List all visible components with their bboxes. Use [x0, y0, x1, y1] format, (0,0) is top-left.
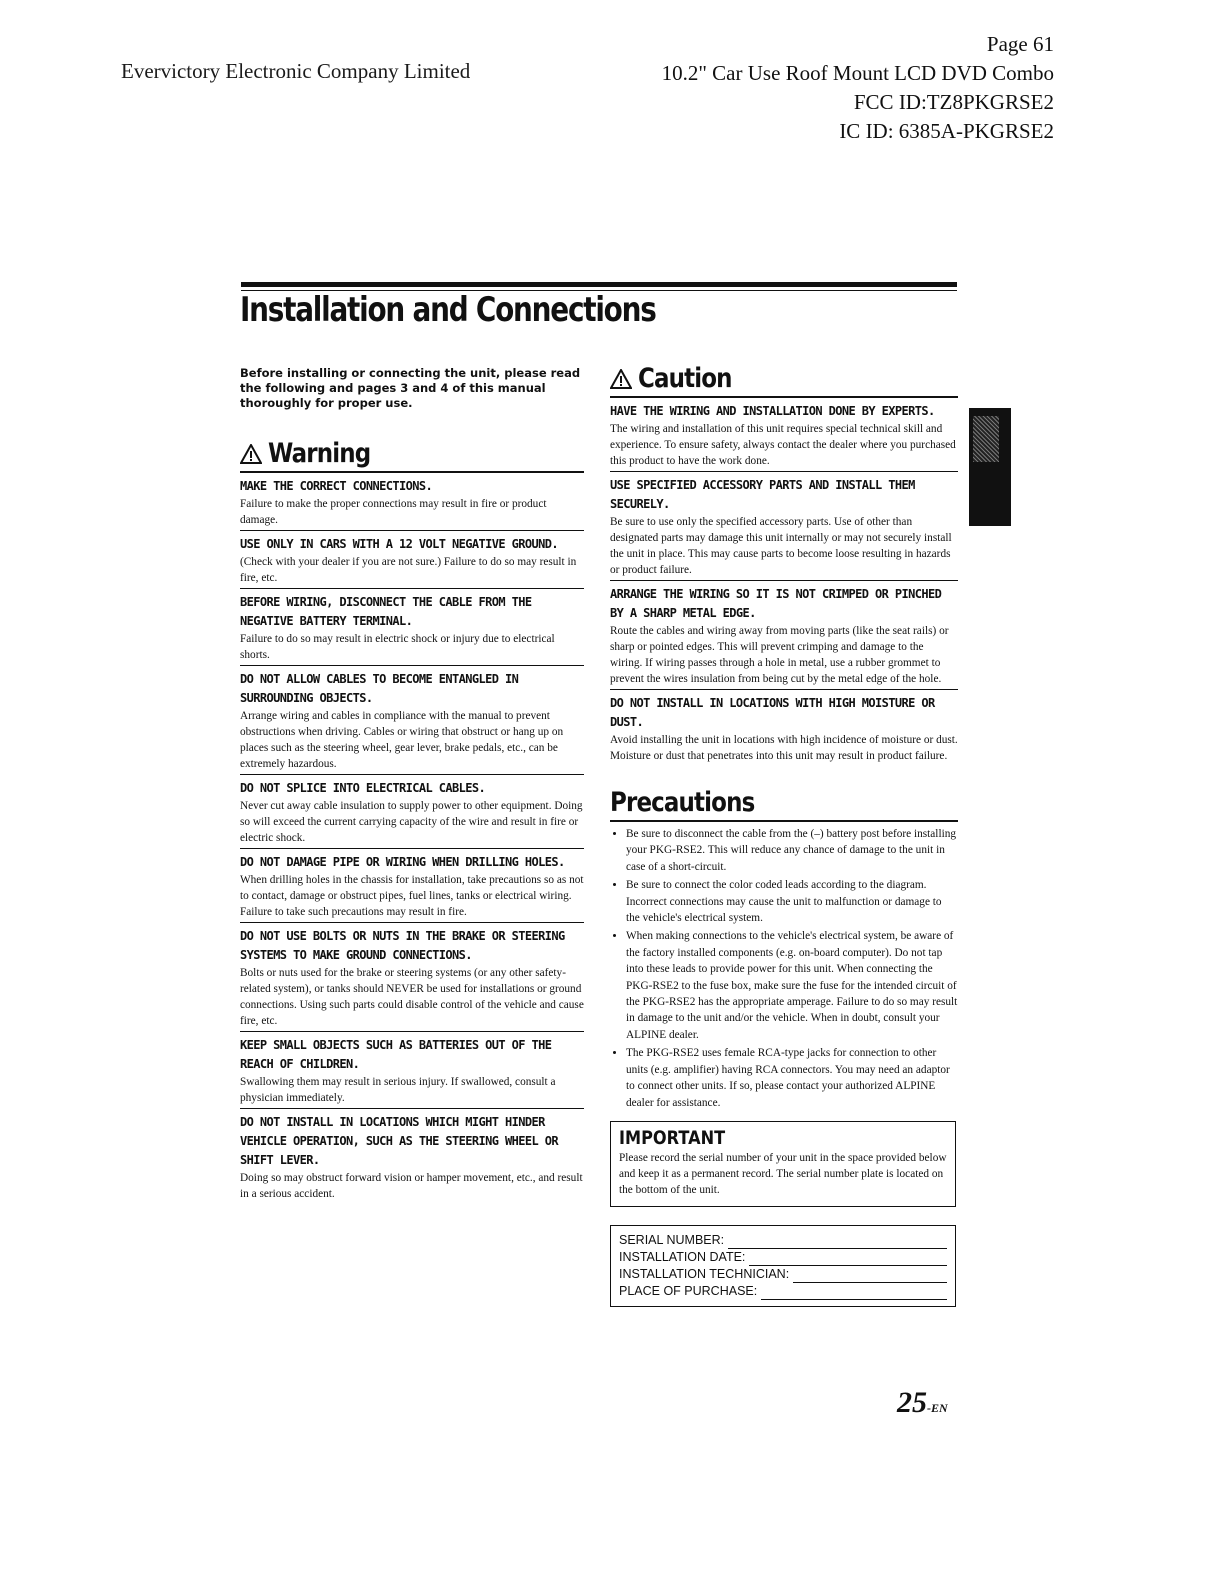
precaution-item: • Be sure to connect the color coded leads according to the diagram. Incorrect connections may cause the unit to malfunction or damage to the vehicle's electrical system.: [626, 877, 958, 926]
caution-item-body: The wiring and installation of this unit requires special technical skill and experience. To ensure safety, always contact the dealer where you purchased this product to have the work done.: [610, 423, 956, 467]
important-heading: IMPORTANT: [619, 1126, 726, 1149]
caution-item-body: Be sure to use only the specified accessory parts. Use of other than designated parts may damage this unit internally or may not securely install the unit in place. This may cause parts to become loose resulting in hazards or product failure.: [610, 516, 952, 576]
warning-item-head: KEEP SMALL OBJECTS SUCH AS BATTERIES OUT OF THE REACH OF CHILDREN.: [240, 1038, 552, 1071]
date-line: [749, 1253, 947, 1266]
caution-item-head: HAVE THE WIRING AND INSTALLATION DONE BY EXPERTS.: [610, 404, 935, 418]
header-right: [662, 30, 1054, 146]
precaution-item: • Be sure to disconnect the cable from the (–) battery post before installing your PKG-RSE2. This will reduce any chance of damage to the unit in case of a short-circuit.: [626, 826, 958, 875]
caution-item: [610, 476, 958, 581]
technician-line: [793, 1270, 947, 1283]
right-column: [610, 364, 958, 1307]
record-box: [610, 1225, 956, 1307]
place-row: [619, 1283, 947, 1300]
caution-list: [610, 402, 958, 766]
ic-id: IC ID: 6385A-PKGRSE2: [839, 119, 1054, 143]
date-label: INSTALLATION DATE:: [619, 1249, 746, 1264]
warning-heading: [240, 439, 584, 473]
caution-triangle-icon: [610, 369, 632, 389]
warning-item: [240, 853, 584, 923]
caution-item-head: ARRANGE THE WIRING SO IT IS NOT CRIMPED OR PINCHED BY A SHARP METAL EDGE.: [610, 587, 942, 620]
warning-item-body: Failure to do so may result in electric shock or injury due to electrical shorts.: [240, 633, 555, 661]
warning-item: [240, 779, 584, 849]
warning-item-body: Arrange wiring and cables in compliance with the manual to prevent obstructions when driving. Cables or wiring that obstruct or hang up on places such as the steering wheel, gear lever, brake pedals, etc., can be extremely hazardous.: [240, 710, 564, 770]
warning-item-body: Doing so may obstruct forward vision or hamper movement, etc., and result in a serious accident.: [240, 1172, 583, 1200]
page-label: Page 61: [986, 32, 1054, 56]
caution-item-body: Route the cables and wiring away from moving parts (like the seat rails) or sharp or pointed edges. This will prevent crimping and damage to the wiring. If wiring passes through a hole in metal, use a rubber grommet to prevent the wires insulation from being cut by the metal edge of the hole.: [610, 625, 949, 685]
warning-item-head: DO NOT SPLICE INTO ELECTRICAL CABLES.: [240, 781, 486, 795]
precautions-heading: [610, 788, 958, 822]
caution-item: [610, 585, 958, 690]
precautions-heading-text: Precautions: [610, 787, 755, 818]
warning-item: [240, 670, 584, 775]
page-title: Installation and Connections: [240, 290, 656, 330]
technician-label: INSTALLATION TECHNICIAN:: [619, 1266, 790, 1281]
warning-item-body: Bolts or nuts used for the brake or steering systems (or any other safety-related system), or tanks should NEVER be used for installations or ground connections. Using such parts could disable control of the vehicle and cause fire, etc.: [240, 967, 584, 1027]
caution-item-body: Avoid installing the unit in locations with high incidence of moisture or dust. Moisture or dust that penetrates into this unit may result in product failure.: [610, 734, 958, 762]
warning-item-body: Failure to make the proper connections may result in fire or product damage.: [240, 498, 547, 526]
page-number-suffix: -EN: [927, 1401, 948, 1415]
warning-item: [240, 477, 584, 531]
company-name: Evervictory Electronic Company Limited: [121, 59, 471, 83]
product-name: 10.2" Car Use Roof Mount LCD DVD Combo: [661, 61, 1054, 85]
warning-item-body: (Check with your dealer if you are not sure.) Failure to do so may result in fire, etc.: [240, 556, 577, 584]
warning-triangle-icon: [240, 444, 262, 464]
warning-item-head: DO NOT INSTALL IN LOCATIONS WHICH MIGHT HINDER VEHICLE OPERATION, SUCH AS THE STEERING WHEEL OR SHIFT LEVER.: [240, 1115, 558, 1167]
caution-heading: [610, 364, 958, 398]
warning-item-body: When drilling holes in the chassis for installation, take precautions so as not to contact, damage or obstruct pipes, fuel lines, tanks or electrical wiring. Failure to take such precautions may result in fire.: [240, 874, 584, 918]
important-box: [610, 1121, 956, 1207]
important-body: Please record the serial number of your unit in the space provided below and keep it as a permanent record. The serial number plate is located on the bottom of the unit.: [619, 1151, 947, 1196]
caution-item-head: DO NOT INSTALL IN LOCATIONS WITH HIGH MOISTURE OR DUST.: [610, 696, 935, 729]
place-label: PLACE OF PURCHASE:: [619, 1283, 758, 1298]
warning-item-head: DO NOT USE BOLTS OR NUTS IN THE BRAKE OR STEERING SYSTEMS TO MAKE GROUND CONNECTIONS.: [240, 929, 565, 962]
precautions-list: [610, 826, 958, 1111]
intro-text: Before installing or connecting the unit, please read the following and pages 3 and 4 of this manual thoroughly for proper use.: [240, 366, 581, 410]
warning-item: [240, 1036, 584, 1109]
warning-item: [240, 1113, 584, 1204]
warning-item-head: USE ONLY IN CARS WITH A 12 VOLT NEGATIVE GROUND.: [240, 537, 558, 551]
caution-heading-text: Caution: [638, 363, 732, 394]
caution-item: [610, 402, 958, 472]
warning-item-head: BEFORE WIRING, DISCONNECT THE CABLE FROM THE NEGATIVE BATTERY TERMINAL.: [240, 595, 532, 628]
precaution-item: • The PKG-RSE2 uses female RCA-type jacks for connection to other units (e.g. amplifier) having RCA connectors. You may need an adaptor to connect other units. If so, please contact your authorized ALPINE dealer for assistance.: [626, 1045, 958, 1111]
warning-list: [240, 477, 584, 1204]
warning-item: [240, 927, 584, 1032]
warning-item-body: Swallowing them may result in serious injury. If swallowed, consult a physician immediately.: [240, 1076, 556, 1104]
warning-item-head: MAKE THE CORRECT CONNECTIONS.: [240, 479, 433, 493]
caution-item-head: USE SPECIFIED ACCESSORY PARTS AND INSTALL THEM SECURELY.: [610, 478, 915, 511]
serial-row: [619, 1232, 947, 1249]
warning-item-head: DO NOT DAMAGE PIPE OR WIRING WHEN DRILLING HOLES.: [240, 855, 565, 869]
place-line: [761, 1287, 947, 1300]
section-tab-shade: [973, 416, 999, 462]
page-number-value: 25: [897, 1386, 927, 1419]
page-number: [897, 1386, 948, 1420]
warning-item: [240, 535, 584, 589]
precaution-item: • When making connections to the vehicle's electrical system, be aware of the factory installed components (e.g. on-board computer). Do not tap into these leads to provide power for this unit. When connecting the PKG-RSE2 to the fuse box, make sure the fuse for the intended circuit of the PKG-RSE2 has the appropriate amperage. Failure to do so may result in damage to the unit and/or the vehicle. When in doubt, consult your ALPINE dealer.: [626, 928, 958, 1043]
date-row: [619, 1249, 947, 1266]
left-column: [240, 366, 584, 1208]
caution-item: [610, 694, 958, 766]
title-rule: [241, 282, 957, 287]
serial-label: SERIAL NUMBER:: [619, 1232, 725, 1247]
warning-heading-text: Warning: [268, 438, 371, 469]
serial-line: [728, 1236, 947, 1249]
warning-item-body: Never cut away cable insulation to supply power to other equipment. Doing so will exceed the current carrying capacity of the wire and result in fire or electric shock.: [240, 800, 583, 844]
technician-row: [619, 1266, 947, 1283]
fcc-id: FCC ID:TZ8PKGRSE2: [853, 90, 1054, 114]
warning-item-head: DO NOT ALLOW CABLES TO BECOME ENTANGLED IN SURROUNDING OBJECTS.: [240, 672, 519, 705]
warning-item: [240, 593, 584, 666]
